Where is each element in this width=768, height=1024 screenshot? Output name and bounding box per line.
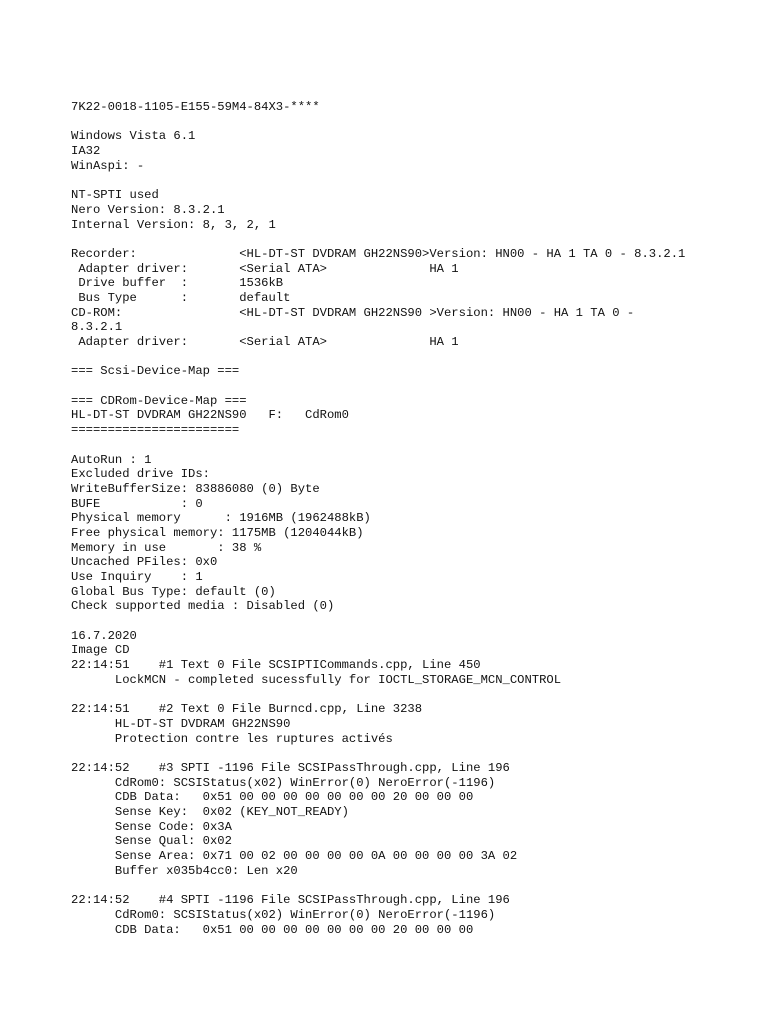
log-entry-header: 22:14:52 #4 SPTI -1196 File SCSIPassThrough.cpp, Line 196 bbox=[71, 893, 510, 908]
blank-line bbox=[71, 614, 751, 629]
log-entry-detail: Sense Qual: 0x02 bbox=[71, 834, 232, 849]
excluded-drives-line: Excluded drive IDs: bbox=[71, 467, 210, 482]
log-entry-header: 22:14:52 #3 SPTI -1196 File SCSIPassThrough.cpp, Line 196 bbox=[71, 760, 510, 775]
autorun-line: AutoRun : 1 bbox=[71, 452, 152, 467]
blank-line bbox=[71, 350, 751, 365]
uncached-pfiles-line: Uncached PFiles: 0x0 bbox=[71, 555, 218, 570]
blank-line bbox=[71, 878, 751, 893]
image-type-line: Image CD bbox=[71, 643, 130, 658]
log-entry-detail: Sense Area: 0x71 00 02 00 00 00 00 0A 00 00 00 00 3A 02 bbox=[71, 849, 518, 864]
adapter-driver-line: Adapter driver: <Serial ATA> HA 1 bbox=[71, 335, 459, 349]
spti-line: NT-SPTI used bbox=[71, 188, 159, 203]
blank-line bbox=[71, 688, 751, 703]
os-line: Windows Vista 6.1 bbox=[71, 129, 196, 144]
check-media-line: Check supported media : Disabled (0) bbox=[71, 599, 335, 614]
arch-line: IA32 bbox=[71, 144, 101, 159]
blank-line bbox=[71, 232, 751, 247]
log-entry-detail: Sense Key: 0x02 (KEY_NOT_READY) bbox=[71, 805, 349, 819]
cdrom-line: CD-ROM: <HL-DT-ST DVDRAM GH22NS90 >Version: HN00 - HA 1 TA 0 - bbox=[71, 305, 635, 320]
physical-memory-line: Physical memory : 1916MB (1962488kB) bbox=[71, 511, 371, 526]
log-entry-header: 22:14:51 #1 Text 0 File SCSIPTICommands.cpp, Line 450 bbox=[71, 658, 481, 673]
recorder-line: Recorder: <HL-DT-ST DVDRAM GH22NS90>Version: HN00 - HA 1 TA 0 - 8.3.2.1 bbox=[71, 246, 686, 261]
drive-buffer-line: Drive buffer : 1536kB bbox=[71, 276, 284, 291]
log-entry-detail: CDB Data: 0x51 00 00 00 00 00 00 00 20 00 00 00 bbox=[71, 922, 474, 937]
use-inquiry-line: Use Inquiry : 1 bbox=[71, 570, 203, 584]
blank-line bbox=[71, 379, 751, 394]
write-buffer-line: WriteBufferSize: 83886080 (0) Byte bbox=[71, 481, 320, 496]
log-document bbox=[71, 100, 751, 937]
cdrom-version-line: 8.3.2.1 bbox=[71, 320, 123, 335]
global-bus-type-line: Global Bus Type: default (0) bbox=[71, 584, 276, 599]
internal-version-line: Internal Version: 8, 3, 2, 1 bbox=[71, 217, 276, 232]
blank-line bbox=[71, 173, 751, 188]
separator-line: ======================= bbox=[71, 423, 240, 438]
serial-key-line: 7K22-0018-1105-E155-59M4-84X3-**** bbox=[71, 100, 320, 114]
log-entry-detail: CdRom0: SCSIStatus(x02) WinError(0) NeroError(-1196) bbox=[71, 775, 496, 790]
free-memory-line: Free physical memory: 1175MB (1204044kB) bbox=[71, 525, 364, 540]
log-entry-detail: Buffer x035b4cc0: Len x20 bbox=[71, 863, 298, 878]
blank-line bbox=[71, 746, 751, 761]
log-entry-detail: HL-DT-ST DVDRAM GH22NS90 bbox=[71, 716, 291, 731]
log-entry-detail: Sense Code: 0x3A bbox=[71, 819, 232, 834]
bufe-line: BUFE : 0 bbox=[71, 496, 203, 511]
winaspi-line: WinAspi: - bbox=[71, 158, 145, 173]
log-entry-detail: LockMCN - completed sucessfully for IOCTL_STORAGE_MCN_CONTROL bbox=[71, 672, 562, 687]
log-entry-detail: CDB Data: 0x51 00 00 00 00 00 00 00 20 00 00 00 bbox=[71, 790, 474, 805]
blank-line bbox=[71, 438, 751, 453]
cdrom-device-entry: HL-DT-ST DVDRAM GH22NS90 F: CdRom0 bbox=[71, 408, 349, 423]
log-entry-detail: Protection contre les ruptures activés bbox=[71, 731, 393, 746]
blank-line bbox=[71, 115, 751, 130]
log-date-line: 16.7.2020 bbox=[71, 628, 137, 643]
memory-in-use-line: Memory in use : 38 % bbox=[71, 540, 262, 555]
adapter-driver-line: Adapter driver: <Serial ATA> HA 1 bbox=[71, 261, 459, 276]
log-entry-detail: CdRom0: SCSIStatus(x02) WinError(0) NeroError(-1196) bbox=[71, 907, 496, 922]
nero-version-line: Nero Version: 8.3.2.1 bbox=[71, 202, 225, 217]
scsi-device-map-heading: === Scsi-Device-Map === bbox=[71, 364, 240, 379]
cdrom-device-map-heading: === CDRom-Device-Map === bbox=[71, 393, 247, 408]
bus-type-line: Bus Type : default bbox=[71, 290, 291, 305]
log-entry-header: 22:14:51 #2 Text 0 File Burncd.cpp, Line 3238 bbox=[71, 702, 423, 717]
